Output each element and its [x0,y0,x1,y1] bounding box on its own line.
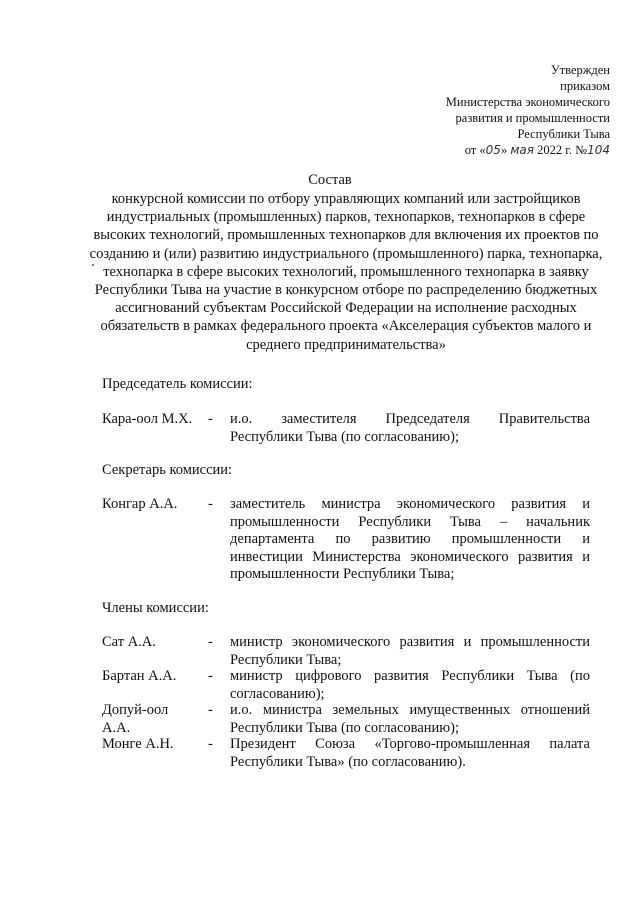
member-dash: - [208,411,213,427]
member-dash: - [208,496,213,512]
approval-line: приказом [560,79,610,93]
handwritten-number: 104 [587,143,610,157]
member-name: Допуй-оол А.А. [102,702,169,736]
member-name: Конгар А.А. [102,496,178,512]
document-subtitle: конкурсной комиссии по отбору управляющих компаний или застройщиков индустриальных (промышленных) парков, технопарков, технопарков в сфере высоких технологий, промышленных технопарков для включения их проектов по созданию и (или) развитию индустриального (промышленного) парка, технопарка, технопарка в сфере высоких технологий, промышленного технопарка в заявку Республики Тыва на участие в конкурсном отборе по распределению бюджетных ассигнований субъектам Российской Федерации на исполнение расходных обязательств в рамках федерального проекта «Акселерация субъектов малого и среднего предпринимательства» [89,191,603,353]
member-dash: - [208,668,213,684]
approval-line: развития и промышленности [455,111,610,125]
member-role: министр экономического развития и промышленности Республики Тыва; [230,634,590,668]
approval-date: от «05» мая 2022 г. №104 [464,143,610,157]
member-name: Монге А.Н. [102,736,174,752]
member-role: и.о. заместителя Председателя Правительства Республики Тыва (по согласованию); [230,411,590,445]
member-role: и.о. министра земельных имущественных отношений Республики Тыва (по согласованию); [230,702,590,736]
handwritten-day: 05 [485,143,501,157]
approval-stamp [446,62,610,158]
members-heading: Члены комиссии: [102,600,209,616]
member-dash: - [208,634,213,650]
member-dash: - [208,702,213,718]
document-title: Состав [308,172,352,188]
scan-speck [92,264,94,266]
handwritten-month: мая [510,143,534,157]
approval-line: Министерства экономического [445,95,610,109]
approval-line: Республики Тыва [517,127,610,141]
secretary-heading: Секретарь комиссии: [102,462,233,478]
member-role: Президент Союза «Торгово-промышленная палата Республики Тыва» (по согласованию). [230,736,590,770]
member-name: Бартан А.А. [102,668,177,684]
member-role: министр цифрового развития Республики Тыва (по согласованию); [230,668,590,702]
member-role: заместитель министра экономического развития и промышленности Республики Тыва – начальник департамента по развитию промышленности и инвестиции Министерства экономического развития и промышленности Республики Тыва; [230,496,590,583]
approval-line: Утвержден [550,63,610,77]
member-name: Кара-оол М.Х. [102,411,193,427]
chair-heading: Председатель комиссии: [102,376,253,392]
member-name: Сат А.А. [102,634,156,650]
member-dash: - [208,736,213,752]
